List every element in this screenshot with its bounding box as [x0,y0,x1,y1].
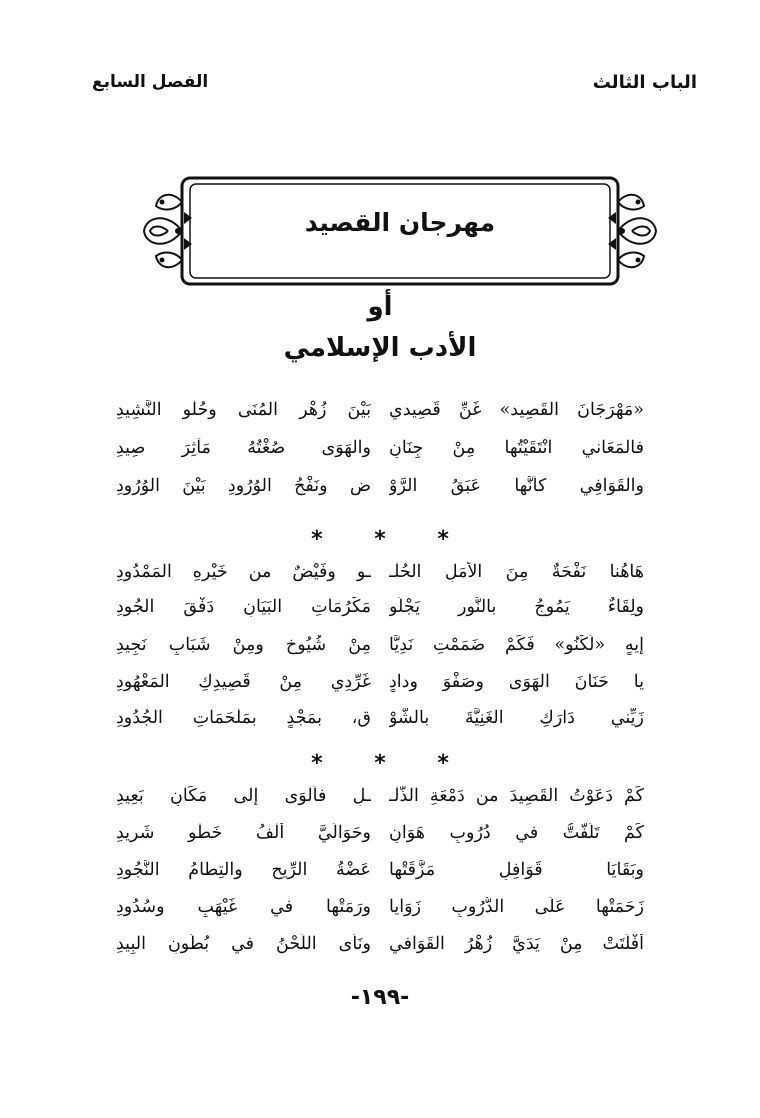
verse-line [116,860,644,890]
title-cartouche [138,172,662,290]
verse-first-hemistich: أفْلَتَتْ مِنْ يَدَيَّ زُهْرُ القَوَافي [389,934,644,954]
verse-second-hemistich: ضِ ونَفْحُ الوُرُودِ بَيْنَ الوُرُودِ [116,476,371,496]
verse-first-hemistich: وبَقَايَا قَوَافِلٍ مَزَّقَتْها [389,860,644,880]
verse-line [116,438,644,468]
stanza-divider: * * * [311,751,471,776]
verse-first-hemistich: هَاهُنا نَفْحَةٌ مِنَ الأمَلِ الحُلْـ [389,562,644,582]
verse-line [116,823,644,853]
verse-second-hemistich: مِنْ شُيُوخٍ ومِنْ شَبَابٍ نَجِيدِ [116,635,371,655]
verse-first-hemistich: والقَوَافِي كأنَّها عَبَقُ الرَّوْ [389,476,644,496]
verse-second-hemistich: ورَمَتْها في غَيْهَبٍ وسُدُودِ [116,897,371,917]
poem-title: مهرجان القصيد [304,208,496,237]
verse-first-hemistich: يا حَنَانَ الهَوَى وصَفْوَ ودادٍ [389,672,644,692]
running-header [92,72,697,102]
verse-second-hemistich: وحَوَالَيَّ أَلْفُ خَطْوٍ شَرِيدِ [116,823,371,843]
verse-second-hemistich: ـلِ فألْوَى إلى مَكَانٍ بَعِيدِ [116,786,371,806]
verse-second-hemistich: ـوِ وفَيْضٌ من خَيْرِهِ المَمْدُودِ [116,562,371,582]
verse-line [116,635,644,665]
verse-first-hemistich: إيهٍ «لَكْنُو» فَكَمْ ضَمَمْتِ نَدِيًّا [389,635,644,655]
verse-line [116,672,644,702]
verse-second-hemistich: غَرِّدِي مِنْ قَصِيدِكِ المَعْهُودِ [116,672,371,692]
verse-second-hemistich: عَضْةُ الرِّيحِ والتِطامُ النُّجُودِ [116,860,371,880]
verse-second-hemistich: مَكْرُمَاتِ البَيَانِ دَفْقَ الجُودِ [116,597,371,617]
verse-first-hemistich: فالمَعَاني انْتَقَيْتُها مِنْ جِنَانٍ [389,438,644,458]
verse-second-hemistich: قِ، بمَجْدٍ بمَلْحَمَاتِ الجُدُودِ [116,708,371,728]
stanza-divider: * * * [311,527,471,552]
part-heading: الباب الثالث [592,72,697,93]
verse-second-hemistich: ونَأَى اللَّحْنُ في بُطُونِ البِيدِ [116,934,371,954]
page-number: -١٩٩- [350,985,410,1010]
chapter-heading: الفصل السابع [92,72,209,92]
verse-line [116,562,644,592]
verse-line [116,400,644,430]
verse-line [116,708,644,738]
verse-first-hemistich: كَمْ تَلَفَّتُّ في دُرُوبِ هَوَانٍ [389,823,644,843]
verse-first-hemistich: زَحَمَتْها عَلَى الدُّرُوبِ زَوَايا [389,897,644,917]
verse-first-hemistich: زَيِّني دَارَكِ الغَنِيَّةَ بالشَّوْ [389,708,644,728]
verse-second-hemistich: والهَوَى صُغْتُهُ مَآثِرَ صِيدِ [116,438,371,458]
verse-line [116,934,644,964]
subtitle: الأدب الإسلامي [283,333,477,363]
verse-first-hemistich: كَمْ دَعَوْتُ القَصِيدَ من دَمْعَةِ الذُّلْـ [389,786,644,806]
verse-first-hemistich: «مَهْرَجَانَ القَصِيد» غَنِّ قَصِيدي [389,400,644,420]
verse-line [116,786,644,816]
verse-first-hemistich: ولِقَاءٌ يَمُوجُ بالنُّورِ يَجْلُو [389,597,644,617]
verse-line [116,476,644,506]
verse-second-hemistich: بَيْنَ زُهْرِ المُنَى وحُلْوِ النَّشِيدِ [116,400,371,420]
subtitle-conjunction: أو [367,292,393,322]
verse-line [116,597,644,627]
verse-line [116,897,644,927]
